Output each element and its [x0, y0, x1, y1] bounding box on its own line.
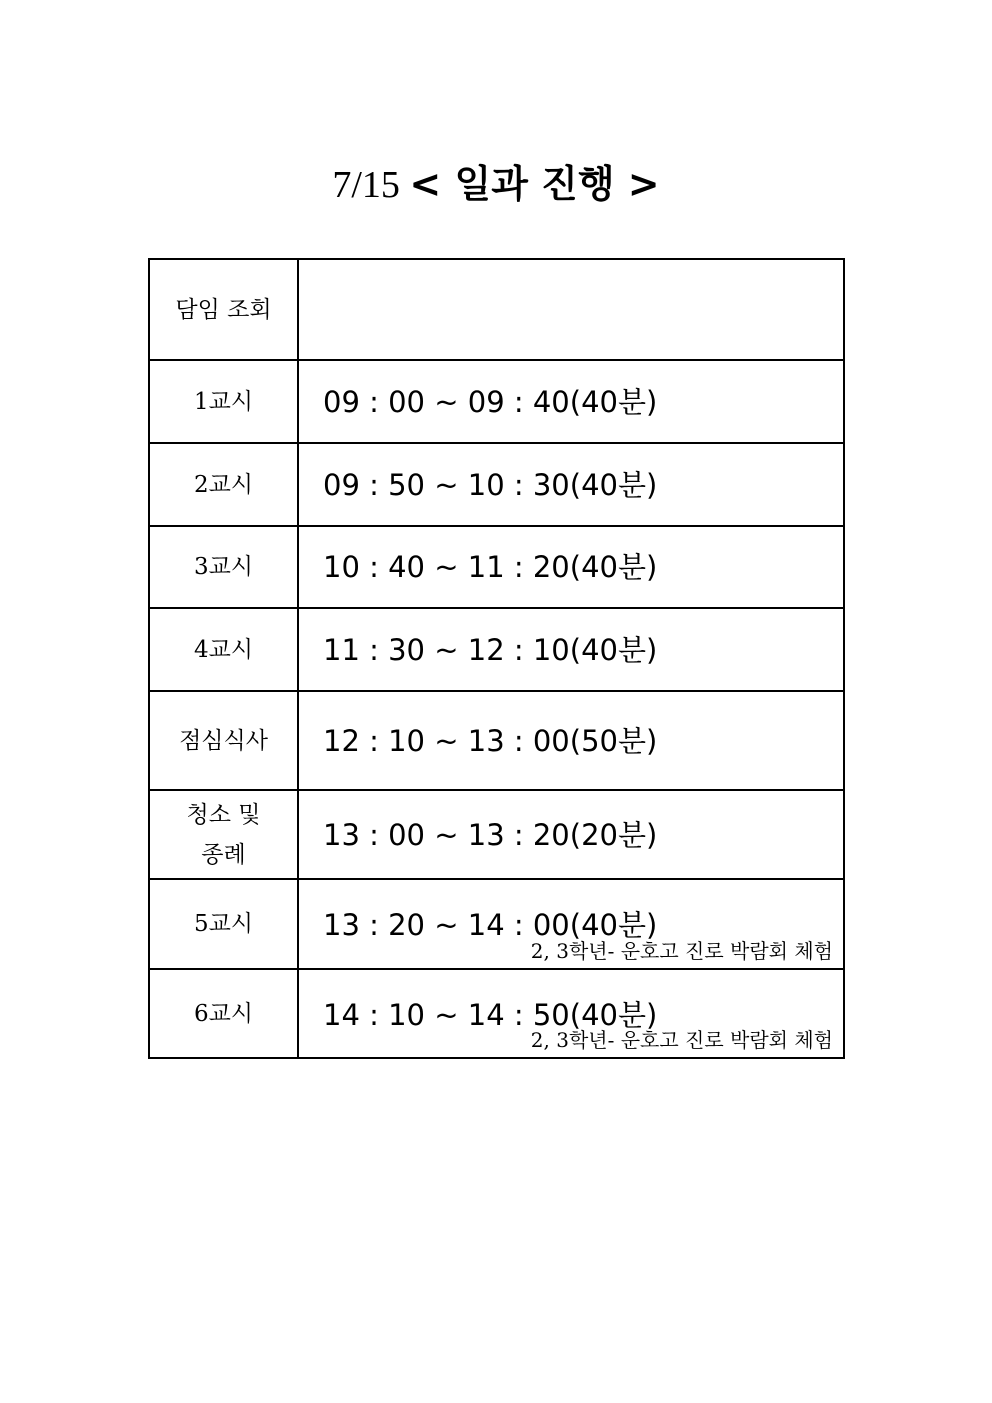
table-row	[149, 691, 844, 790]
page-title	[0, 158, 992, 211]
period-time: 09 : 50 ~ 10 : 30(40분)	[298, 443, 844, 526]
table-row	[149, 526, 844, 608]
period-time: 13 : 20 ~ 14 : 00(40분)	[323, 908, 658, 942]
period-label: 1교시	[149, 360, 298, 443]
table-row	[149, 360, 844, 443]
period-label: 6교시	[149, 969, 298, 1058]
period-time: 13 : 00 ~ 13 : 20(20분)	[298, 790, 844, 879]
period-label: 5교시	[149, 879, 298, 969]
period-time	[298, 259, 844, 360]
period-label: 2교시	[149, 443, 298, 526]
period-time: 12 : 10 ~ 13 : 00(50분)	[298, 691, 844, 790]
table-row	[149, 443, 844, 526]
period-note: 2, 3학년- 운호고 진로 박람회 체험	[530, 1028, 833, 1052]
period-note: 2, 3학년- 운호고 진로 박람회 체험	[530, 939, 833, 963]
period-label-line: 청소 및	[186, 801, 261, 828]
period-time-cell	[298, 879, 844, 969]
table-row	[149, 790, 844, 879]
table-row	[149, 608, 844, 691]
table-row	[149, 879, 844, 969]
period-time: 11 : 30 ~ 12 : 10(40분)	[298, 608, 844, 691]
title-heading: < 일과 진행 >	[409, 162, 660, 206]
period-label: 담임 조회	[149, 259, 298, 360]
period-time: 09 : 00 ~ 09 : 40(40분)	[298, 360, 844, 443]
period-time: 14 : 10 ~ 14 : 50(40분)	[323, 997, 658, 1032]
table-row	[149, 969, 844, 1058]
period-label-multiline	[149, 790, 298, 879]
table-row	[149, 259, 844, 360]
period-label: 점심식사	[149, 691, 298, 790]
title-date: 7/15	[332, 164, 400, 206]
period-time: 10 : 40 ~ 11 : 20(40분)	[298, 526, 844, 608]
period-label: 4교시	[149, 608, 298, 691]
period-time-cell	[298, 969, 844, 1058]
period-label-line: 종례	[201, 841, 246, 868]
period-label: 3교시	[149, 526, 298, 608]
schedule-table	[148, 258, 845, 1059]
